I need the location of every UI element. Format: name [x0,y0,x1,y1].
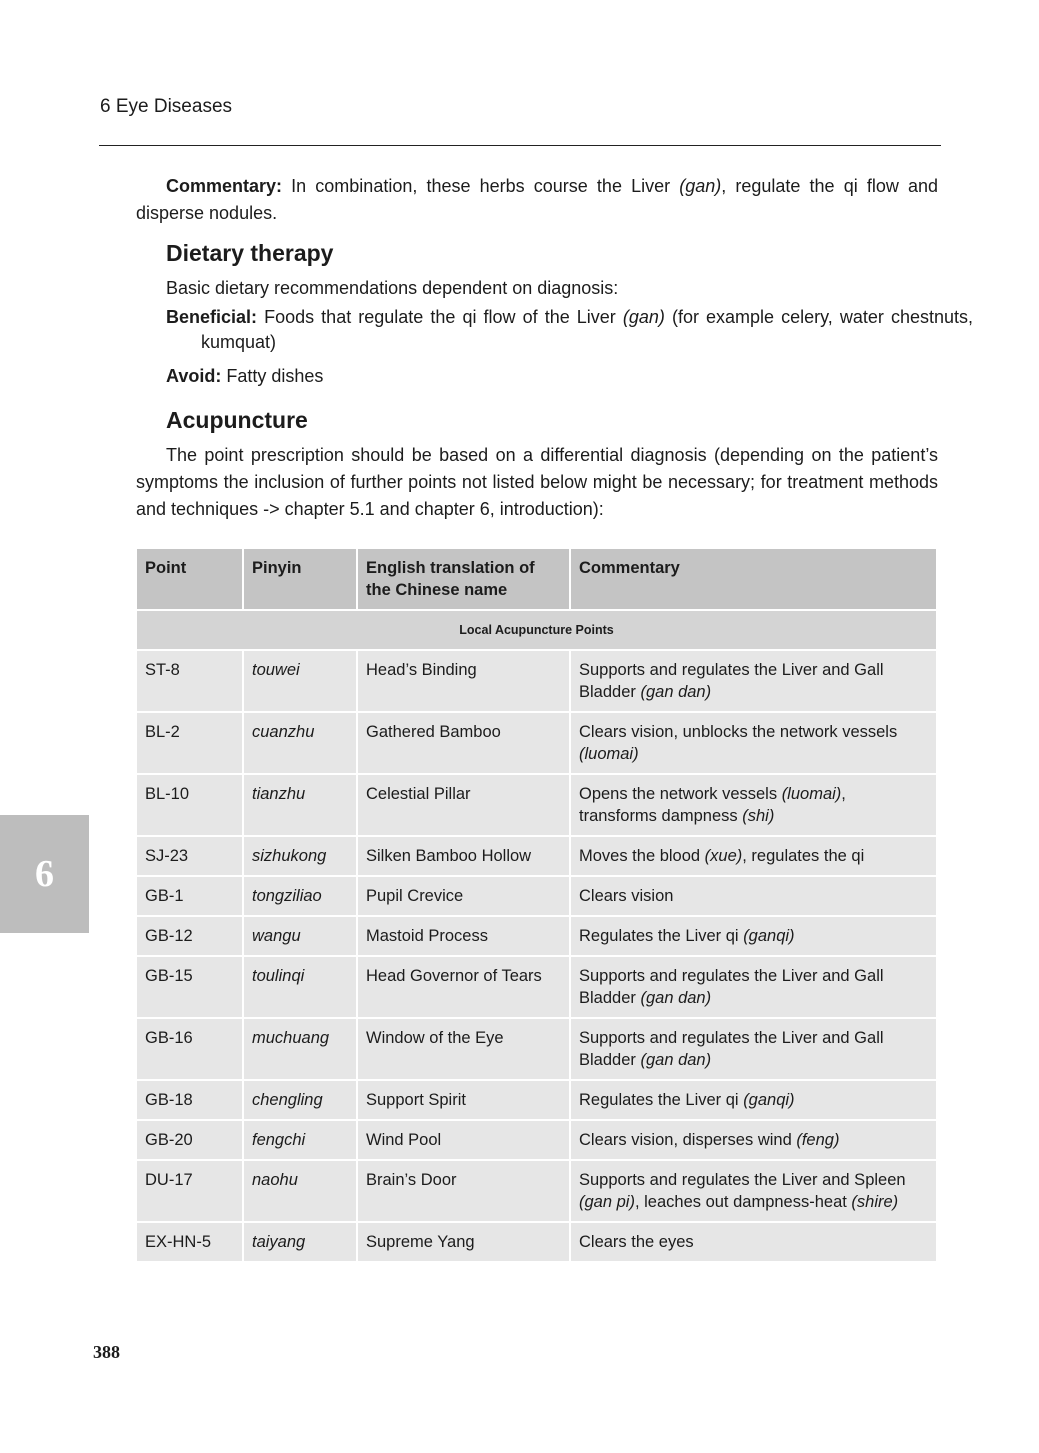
point-cell: EX-HN-5 [136,1222,243,1262]
english-cell: Celestial Pillar [357,774,570,836]
pinyin-cell: tianzhu [243,774,357,836]
english-cell: Gathered Bamboo [357,712,570,774]
pinyin-cell: cuanzhu [243,712,357,774]
commentary-cell: Regulates the Liver qi (ganqi) [570,1080,937,1120]
table-row [136,836,937,876]
english-cell: Window of the Eye [357,1018,570,1080]
pinyin-cell: toulinqi [243,956,357,1018]
pinyin-cell: muchuang [243,1018,357,1080]
pinyin-cell: taiyang [243,1222,357,1262]
header-pinyin: Pinyin [243,548,357,610]
commentary-cell: Supports and regulates the Liver and Spleen (gan pi), leaches out dampness-heat (shire) [570,1160,937,1222]
pinyin-cell: sizhukong [243,836,357,876]
commentary-cell: Moves the blood (xue), regulates the qi [570,836,937,876]
point-cell: GB-16 [136,1018,243,1080]
pinyin-cell: fengchi [243,1120,357,1160]
point-cell: ST-8 [136,650,243,712]
point-cell: GB-12 [136,916,243,956]
english-cell: Silken Bamboo Hollow [357,836,570,876]
commentary-cell: Supports and regulates the Liver and Gall Bladder (gan dan) [570,956,937,1018]
pinyin-cell: chengling [243,1080,357,1120]
english-cell: Support Spirit [357,1080,570,1120]
pinyin-cell: touwei [243,650,357,712]
dietary-beneficial [166,305,973,355]
acupuncture-points-table [135,547,938,1263]
english-cell: Head’s Binding [357,650,570,712]
point-cell: GB-18 [136,1080,243,1120]
header-point: Point [136,548,243,610]
english-cell: Mastoid Process [357,916,570,956]
header-rule [99,145,941,146]
table-row [136,712,937,774]
point-cell: BL-2 [136,712,243,774]
avoid-label: Avoid: [166,366,222,386]
table-row [136,916,937,956]
acupuncture-intro: The point prescription should be based on a differential diagnosis (depending on the patient’s symptoms the inclusion of further points not listed below might be necessary; for treatment methods and techniques -> chapter 5.1 and chapter 6, introduction): [136,445,938,519]
table-row [136,876,937,916]
section-label: Local Acupuncture Points [136,610,937,650]
commentary-text-end: , regulate the qi flow and disperse nodules. [136,176,938,223]
commentary-cell: Opens the network vessels (luomai), transforms dampness (shi) [570,774,937,836]
point-cell: GB-1 [136,876,243,916]
table-row [136,1080,937,1120]
header-commentary: Commentary [570,548,937,610]
section-row [136,610,937,650]
dietary-heading: Dietary therapy [166,240,334,266]
english-cell: Brain’s Door [357,1160,570,1222]
header-english: English translation of the Chinese name [357,548,570,610]
page-number: 388 [93,1342,120,1362]
table-row [136,774,937,836]
point-cell: SJ-23 [136,836,243,876]
beneficial-term: (gan) [622,307,665,327]
commentary-cell: Supports and regulates the Liver and Gall Bladder (gan dan) [570,1018,937,1080]
point-cell: GB-15 [136,956,243,1018]
beneficial-text: Foods that regulate the qi flow of the Liver [257,307,623,327]
table-row [136,1018,937,1080]
commentary-cell: Regulates the Liver qi (ganqi) [570,916,937,956]
chapter-thumb-tab: 6 [0,815,89,933]
english-cell: Head Governor of Tears [357,956,570,1018]
table-row [136,1160,937,1222]
table-row [136,956,937,1018]
table-row [136,650,937,712]
point-cell: DU-17 [136,1160,243,1222]
commentary-label: Commentary: [166,176,283,196]
dietary-avoid [166,363,938,390]
commentary-cell: Supports and regulates the Liver and Gall Bladder (gan dan) [570,650,937,712]
commentary-text: In combination, these herbs course the Liver [282,176,680,196]
table-header-row [136,548,937,610]
table-row [136,1222,937,1262]
beneficial-text-end: (for example celery, water chestnuts, kumquat) [201,307,973,352]
running-head: 6 Eye Diseases [100,96,233,117]
english-cell: Supreme Yang [357,1222,570,1262]
point-cell: BL-10 [136,774,243,836]
english-cell: Wind Pool [357,1120,570,1160]
commentary-cell: Clears vision, unblocks the network vessels (luomai) [570,712,937,774]
pinyin-cell: wangu [243,916,357,956]
commentary-cell: Clears vision [570,876,937,916]
table-row [136,1120,937,1160]
beneficial-label: Beneficial: [166,307,258,327]
commentary-paragraph [136,173,938,227]
point-cell: GB-20 [136,1120,243,1160]
pinyin-cell: tongziliao [243,876,357,916]
english-cell: Pupil Crevice [357,876,570,916]
commentary-term: (gan) [679,176,722,196]
commentary-cell: Clears the eyes [570,1222,937,1262]
dietary-intro: Basic dietary recommendations dependent on diagnosis: [166,278,619,298]
pinyin-cell: naohu [243,1160,357,1222]
acupuncture-heading: Acupuncture [166,407,308,433]
commentary-cell: Clears vision, disperses wind (feng) [570,1120,937,1160]
avoid-text: Fatty dishes [221,366,324,386]
